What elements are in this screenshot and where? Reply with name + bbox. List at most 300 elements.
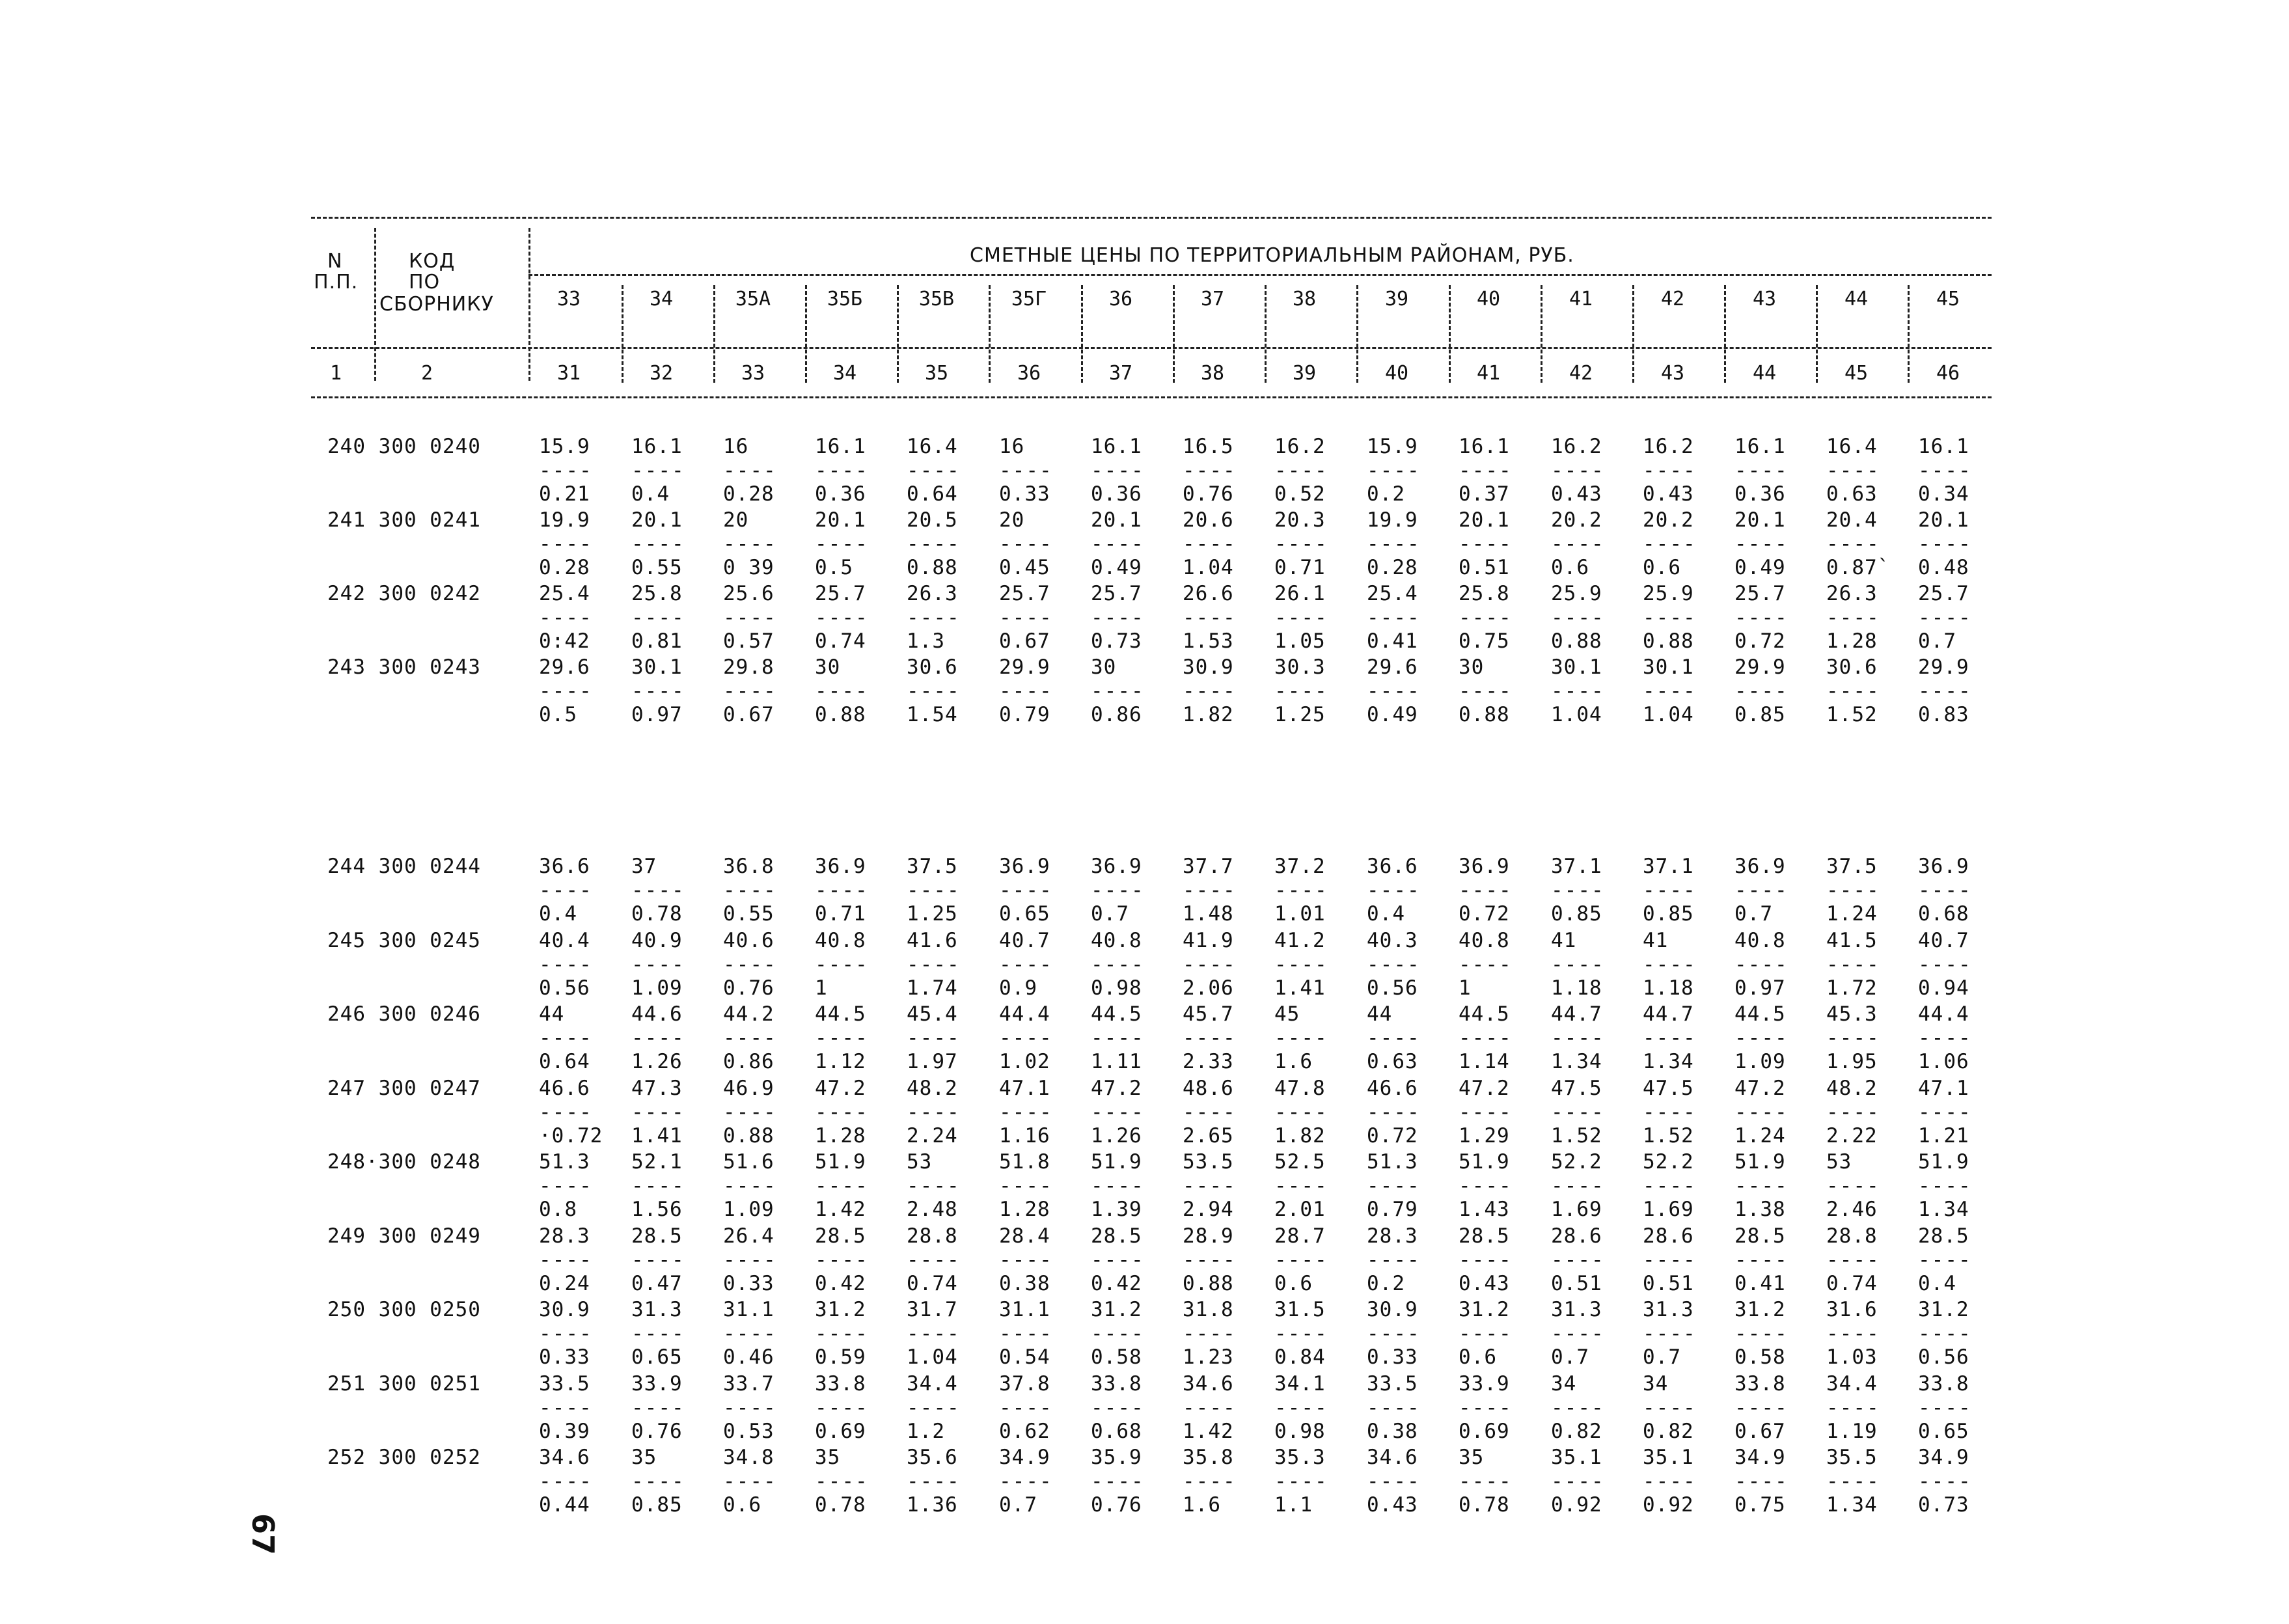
- district-divider: [1081, 285, 1083, 383]
- fraction-bar: ----: [1459, 1100, 1513, 1124]
- fraction-bar: ----: [1734, 1470, 1789, 1493]
- fraction-bar: ----: [1551, 952, 1605, 976]
- fraction-bar: ----: [1734, 606, 1789, 629]
- cost-value: 0.88: [907, 556, 958, 579]
- price-value: 33.9: [631, 1371, 683, 1396]
- price-value: 33.8: [815, 1371, 866, 1396]
- price-value: 25.6: [723, 582, 774, 605]
- fraction-bar: ----: [1459, 1322, 1513, 1345]
- cost-value: 2.33: [1183, 1050, 1234, 1073]
- cost-value: 2.06: [1183, 976, 1234, 1000]
- price-value: 37.5: [1826, 855, 1878, 878]
- district-divider: [805, 285, 807, 383]
- fraction-bar: ----: [1183, 1470, 1237, 1493]
- fraction-bar: ----: [1643, 879, 1697, 902]
- fraction-bar: ----: [907, 459, 961, 482]
- fraction-bar: ----: [539, 1470, 593, 1493]
- cost-value: 0.87`: [1826, 556, 1891, 579]
- price-value: 45.7: [1183, 1002, 1234, 1026]
- cost-value: 1.14: [1459, 1050, 1510, 1073]
- price-value: 34: [1551, 1371, 1577, 1396]
- price-value: 30: [815, 655, 841, 679]
- fraction-bar: ----: [1643, 1322, 1697, 1345]
- fraction-bar: ----: [1367, 1174, 1421, 1198]
- price-value: 20: [723, 508, 749, 532]
- cost-value: 1.04: [1183, 556, 1234, 579]
- district-divider: [897, 285, 899, 383]
- fraction-bar: ----: [1459, 879, 1513, 902]
- table-title: СМЕТНЫЕ ЦЕНЫ ПО ТЕРРИТОРИАЛЬНЫМ РАЙОНАМ, РУБ.: [970, 244, 1574, 267]
- fraction-bar: ----: [539, 532, 593, 556]
- price-value: 47.2: [1091, 1076, 1142, 1100]
- price-value: 37.7: [1183, 855, 1234, 878]
- cost-value: 0.55: [723, 902, 774, 926]
- cost-value: 0.85: [631, 1493, 683, 1517]
- price-value: 52.5: [1274, 1150, 1326, 1174]
- column-number: 46: [1936, 362, 1960, 385]
- cost-value: 0.62: [999, 1419, 1050, 1443]
- fraction-bar: ----: [631, 1470, 685, 1493]
- row-code-label: 250 300 0250: [327, 1298, 481, 1321]
- fraction-bar: ----: [539, 1174, 593, 1198]
- price-value: 46.6: [1367, 1076, 1418, 1100]
- price-value: 51.9: [1459, 1150, 1510, 1174]
- fraction-bar: ----: [1918, 1026, 1972, 1050]
- fraction-bar: ----: [999, 1174, 1053, 1198]
- price-value: 26.6: [1183, 582, 1234, 605]
- fraction-bar: ----: [1459, 1396, 1513, 1420]
- price-value: 41.9: [1183, 928, 1234, 952]
- fraction-bar: ----: [1551, 1100, 1605, 1124]
- cost-value: 0.58: [1091, 1345, 1142, 1369]
- price-value: 20.1: [1734, 508, 1786, 532]
- cost-value: 0.58: [1734, 1345, 1786, 1369]
- row-code-label: 245 300 0245: [327, 928, 481, 952]
- price-value: 51.9: [1091, 1150, 1142, 1174]
- fraction-bar: ----: [1826, 1248, 1880, 1272]
- header-top-rule: [311, 217, 1992, 219]
- cost-value: 0.49: [1734, 556, 1786, 579]
- price-value: 44.5: [1459, 1002, 1510, 1026]
- price-value: 36.6: [1367, 855, 1418, 878]
- cost-value: 0.88: [1459, 703, 1510, 726]
- cost-value: 1.06: [1918, 1050, 1969, 1073]
- cost-value: 1.01: [1274, 902, 1326, 926]
- price-value: 40.7: [999, 928, 1050, 952]
- cost-value: 1.82: [1274, 1123, 1326, 1148]
- fraction-bar: ----: [1459, 680, 1513, 703]
- cost-value: 0.92: [1551, 1493, 1602, 1517]
- fraction-bar: ----: [907, 606, 961, 629]
- cost-value: 0.76: [1091, 1493, 1142, 1517]
- cost-value: 1.38: [1734, 1198, 1786, 1221]
- district-divider: [1541, 285, 1542, 383]
- cost-value: 0.6: [1459, 1345, 1497, 1369]
- column-number: 42: [1569, 362, 1593, 385]
- price-value: 15.9: [1367, 435, 1418, 458]
- cost-value: 0.42: [815, 1271, 866, 1295]
- price-value: 53: [907, 1150, 933, 1174]
- fraction-bar: ----: [999, 1026, 1053, 1050]
- price-value: 28.5: [631, 1224, 683, 1248]
- price-value: 41.5: [1826, 928, 1878, 952]
- price-value: 30.9: [1183, 655, 1234, 679]
- fraction-bar: ----: [1367, 1026, 1421, 1050]
- fraction-bar: ----: [1183, 1026, 1237, 1050]
- fraction-bar: ----: [1091, 1470, 1145, 1493]
- fraction-bar: ----: [1183, 1174, 1237, 1198]
- fraction-bar: ----: [1643, 952, 1697, 976]
- price-value: 47.2: [1734, 1076, 1786, 1100]
- price-value: 31.8: [1183, 1298, 1234, 1321]
- district-header: 41: [1569, 288, 1593, 310]
- fraction-bar: ----: [1551, 1470, 1605, 1493]
- price-value: 19.9: [539, 508, 590, 532]
- price-value: 44.7: [1551, 1002, 1602, 1026]
- fraction-bar: ----: [1459, 1248, 1513, 1272]
- cost-value: 0.38: [1367, 1419, 1418, 1443]
- fraction-bar: ----: [723, 1322, 777, 1345]
- fraction-bar: ----: [1367, 459, 1421, 482]
- price-value: 30.3: [1274, 655, 1326, 679]
- cost-value: 1.82: [1183, 703, 1234, 726]
- cost-value: 0.47: [631, 1271, 683, 1295]
- fraction-bar: ----: [1183, 1396, 1237, 1420]
- cost-value: 0.63: [1367, 1050, 1418, 1073]
- price-value: 44.5: [815, 1002, 866, 1026]
- cost-value: 1.41: [1274, 976, 1326, 1000]
- cost-value: 0.83: [1918, 703, 1969, 726]
- cost-value: 0.67: [1734, 1419, 1786, 1443]
- cost-value: 0.43: [1643, 482, 1694, 506]
- fraction-bar: ----: [907, 680, 961, 703]
- price-value: 16.4: [1826, 435, 1878, 458]
- cost-value: 0.78: [1459, 1493, 1510, 1517]
- district-header: 35А: [735, 288, 771, 310]
- price-value: 20.1: [815, 508, 866, 532]
- fraction-bar: ----: [1918, 459, 1972, 482]
- district-divider: [1173, 285, 1175, 383]
- fraction-bar: ----: [723, 1248, 777, 1272]
- fraction-bar: ----: [1551, 879, 1605, 902]
- cost-value: 0.67: [723, 703, 774, 726]
- fraction-bar: ----: [1918, 606, 1972, 629]
- price-value: 20.1: [1918, 508, 1969, 532]
- fraction-bar: ----: [1551, 1026, 1605, 1050]
- cost-value: 0.28: [1367, 556, 1418, 579]
- cost-value: 0.78: [631, 902, 683, 926]
- fraction-bar: ----: [1091, 1322, 1145, 1345]
- cost-value: 1.18: [1551, 976, 1602, 1000]
- cost-value: 1.54: [907, 703, 958, 726]
- price-value: 20.3: [1274, 508, 1326, 532]
- row-code-label: 252 300 0252: [327, 1446, 481, 1469]
- price-value: 25.4: [539, 582, 590, 605]
- page-number: 67: [245, 1513, 281, 1556]
- price-value: 26.4: [723, 1224, 774, 1248]
- price-value: 28.3: [1367, 1224, 1418, 1248]
- fraction-bar: ----: [815, 879, 869, 902]
- fraction-bar: ----: [815, 1026, 869, 1050]
- district-header: 37: [1200, 288, 1225, 310]
- price-value: 35.3: [1274, 1446, 1326, 1469]
- fraction-bar: ----: [1734, 1248, 1789, 1272]
- price-value: 28.5: [1734, 1224, 1786, 1248]
- fraction-bar: ----: [1826, 1174, 1880, 1198]
- fraction-bar: ----: [1734, 879, 1789, 902]
- price-value: 51.6: [723, 1150, 774, 1174]
- price-value: 37.8: [999, 1371, 1050, 1396]
- cost-value: 0.4: [631, 482, 670, 506]
- fraction-bar: ----: [815, 1470, 869, 1493]
- cost-value: 0.41: [1734, 1271, 1786, 1295]
- price-value: 47.3: [631, 1076, 683, 1100]
- fraction-bar: ----: [1367, 532, 1421, 556]
- fraction-bar: ----: [1274, 1026, 1328, 1050]
- price-value: 48.2: [907, 1076, 958, 1100]
- price-value: 30: [1459, 655, 1485, 679]
- cost-value: 1.48: [1183, 902, 1234, 926]
- cost-value: 0.38: [999, 1271, 1050, 1295]
- cost-value: 1.03: [1826, 1345, 1878, 1369]
- price-value: 29.9: [1734, 655, 1786, 679]
- fraction-bar: ----: [1734, 1396, 1789, 1420]
- fraction-bar: ----: [1826, 1026, 1880, 1050]
- cost-value: 0.68: [1918, 902, 1969, 926]
- fraction-bar: ----: [1734, 1100, 1789, 1124]
- column-number: 38: [1200, 362, 1225, 385]
- price-value: 26.1: [1274, 582, 1326, 605]
- cost-value: 1.52: [1826, 703, 1878, 726]
- cost-value: 1.24: [1734, 1123, 1786, 1148]
- price-value: 36.9: [815, 855, 866, 878]
- fraction-bar: ----: [1459, 1026, 1513, 1050]
- price-value: 19.9: [1367, 508, 1418, 532]
- price-value: 20.1: [631, 508, 683, 532]
- cost-value: 0.5: [539, 703, 577, 726]
- cost-value: 0.56: [539, 976, 590, 1000]
- price-value: 28.5: [1459, 1224, 1510, 1248]
- fraction-bar: ----: [1274, 1470, 1328, 1493]
- cost-value: 1.1: [1274, 1493, 1313, 1517]
- cost-value: 1.95: [1826, 1050, 1878, 1073]
- price-value: 36.9: [1459, 855, 1510, 878]
- fraction-bar: ----: [1183, 1100, 1237, 1124]
- price-value: 34: [1643, 1371, 1669, 1396]
- price-value: 35.6: [907, 1446, 958, 1469]
- price-value: 31.2: [1091, 1298, 1142, 1321]
- price-value: 30.1: [1643, 655, 1694, 679]
- fraction-bar: ----: [631, 1174, 685, 1198]
- cost-value: 1.05: [1274, 629, 1326, 653]
- cost-value: 0.78: [815, 1493, 866, 1517]
- price-value: 34.4: [907, 1371, 958, 1396]
- cost-value: 0.28: [723, 482, 774, 506]
- price-value: 36.9: [999, 855, 1050, 878]
- price-value: 30.1: [631, 655, 683, 679]
- fraction-bar: ----: [631, 1396, 685, 1420]
- fraction-bar: ----: [1367, 1248, 1421, 1272]
- price-value: 47.5: [1551, 1076, 1602, 1100]
- cost-value: 0.21: [539, 482, 590, 506]
- cost-value: 0.56: [1918, 1345, 1969, 1369]
- price-value: 47.5: [1643, 1076, 1694, 1100]
- cost-value: 0.41: [1367, 629, 1418, 653]
- fraction-bar: ----: [1091, 532, 1145, 556]
- cost-value: 0.49: [1091, 556, 1142, 579]
- price-value: 48.6: [1183, 1076, 1234, 1100]
- cost-value: 1.09: [631, 976, 683, 1000]
- fraction-bar: ----: [1091, 1100, 1145, 1124]
- price-value: 31.2: [1918, 1298, 1969, 1321]
- cost-value: 1.74: [907, 976, 958, 1000]
- cost-value: 2.01: [1274, 1198, 1326, 1221]
- fraction-bar: ----: [1274, 952, 1328, 976]
- district-header: 40: [1476, 288, 1501, 310]
- price-value: 35: [815, 1446, 841, 1469]
- cost-value: 0.74: [907, 1271, 958, 1295]
- cost-value: 0.33: [1367, 1345, 1418, 1369]
- price-value: 16.1: [1091, 435, 1142, 458]
- cost-value: 1: [815, 976, 828, 1000]
- fraction-bar: ----: [1091, 606, 1145, 629]
- price-value: 47.2: [1459, 1076, 1510, 1100]
- price-value: 51.9: [1734, 1150, 1786, 1174]
- cost-value: 1.23: [1183, 1345, 1234, 1369]
- fraction-bar: ----: [1918, 1396, 1972, 1420]
- price-value: 44.6: [631, 1002, 683, 1026]
- cost-value: 0.88: [723, 1123, 774, 1148]
- fraction-bar: ----: [1826, 1100, 1880, 1124]
- fraction-bar: ----: [1918, 680, 1972, 703]
- district-divider: [1449, 285, 1451, 383]
- price-value: 34.6: [1367, 1446, 1418, 1469]
- cost-value: 0.72: [1367, 1123, 1418, 1148]
- fraction-bar: ----: [1183, 606, 1237, 629]
- price-value: 47.8: [1274, 1076, 1326, 1100]
- price-value: 33.8: [1734, 1371, 1786, 1396]
- col-code-label-2: ПО: [409, 271, 441, 294]
- fraction-bar: ----: [1826, 1470, 1880, 1493]
- price-value: 48.2: [1826, 1076, 1878, 1100]
- col-code-label-1: КОД: [409, 250, 456, 273]
- row-code-label: 246 300 0246: [327, 1002, 481, 1026]
- cost-value: 0.33: [999, 482, 1050, 506]
- fraction-bar: ----: [1734, 532, 1789, 556]
- cost-value: 0.82: [1551, 1419, 1602, 1443]
- cost-value: 2.94: [1183, 1198, 1234, 1221]
- cost-value: 0.55: [631, 556, 683, 579]
- price-value: 34.6: [1183, 1371, 1234, 1396]
- fraction-bar: ----: [1091, 952, 1145, 976]
- column-number: 45: [1844, 362, 1869, 385]
- cost-value: 0.71: [1274, 556, 1326, 579]
- price-value: 34.9: [1918, 1446, 1969, 1469]
- district-header: 38: [1292, 288, 1317, 310]
- cost-value: 1.19: [1826, 1419, 1878, 1443]
- header-sub-rule: [528, 274, 1992, 276]
- fraction-bar: ----: [1826, 1322, 1880, 1345]
- cost-value: 0.5: [815, 556, 853, 579]
- fraction-bar: ----: [1643, 1174, 1697, 1198]
- price-value: 37.1: [1551, 855, 1602, 878]
- fraction-bar: ----: [815, 532, 869, 556]
- district-header: 43: [1752, 288, 1777, 310]
- fraction-bar: ----: [1643, 459, 1697, 482]
- cost-value: 1: [1459, 976, 1472, 1000]
- column-number: 35: [924, 362, 949, 385]
- cost-value: 0.59: [815, 1345, 866, 1369]
- price-value: 46.6: [539, 1076, 590, 1100]
- cost-value: 0.76: [723, 976, 774, 1000]
- fraction-bar: ----: [815, 680, 869, 703]
- price-value: 31.1: [723, 1298, 774, 1321]
- cost-value: 0.43: [1367, 1493, 1418, 1517]
- fraction-bar: ----: [907, 1470, 961, 1493]
- fraction-bar: ----: [907, 879, 961, 902]
- fraction-bar: ----: [1826, 606, 1880, 629]
- price-value: 40.8: [1459, 928, 1510, 952]
- fraction-bar: ----: [1734, 1026, 1789, 1050]
- fraction-bar: ----: [1367, 1396, 1421, 1420]
- price-value: 25.7: [1918, 582, 1969, 605]
- district-header: 35Г: [1011, 288, 1047, 310]
- fraction-bar: ----: [1367, 606, 1421, 629]
- price-value: 30.9: [1367, 1298, 1418, 1321]
- fraction-bar: ----: [1551, 606, 1605, 629]
- price-value: 34.9: [999, 1446, 1050, 1469]
- price-value: 36.8: [723, 855, 774, 878]
- price-value: 45.3: [1826, 1002, 1878, 1026]
- fraction-bar: ----: [815, 1322, 869, 1345]
- fraction-bar: ----: [631, 952, 685, 976]
- cost-value: 2.48: [907, 1198, 958, 1221]
- cost-value: 1.26: [631, 1050, 683, 1073]
- price-value: 20.6: [1183, 508, 1234, 532]
- cost-value: 1.25: [907, 902, 958, 926]
- cost-value: 1.52: [1551, 1123, 1602, 1148]
- fraction-bar: ----: [1459, 1174, 1513, 1198]
- cost-value: 0.85: [1551, 902, 1602, 926]
- price-value: 20.2: [1551, 508, 1602, 532]
- cost-value: 1.12: [815, 1050, 866, 1073]
- cost-value: 0.97: [1734, 976, 1786, 1000]
- price-value: 33.5: [539, 1371, 590, 1396]
- price-value: 16.5: [1183, 435, 1234, 458]
- price-value: 47.2: [815, 1076, 866, 1100]
- cost-value: 0.8: [539, 1198, 577, 1221]
- cost-value: 1.28: [999, 1198, 1050, 1221]
- price-value: 20: [999, 508, 1025, 532]
- cost-value: 1.43: [1459, 1198, 1510, 1221]
- price-value: 20.5: [907, 508, 958, 532]
- price-value: 31.2: [815, 1298, 866, 1321]
- price-value: 29.9: [999, 655, 1050, 679]
- price-value: 40.6: [723, 928, 774, 952]
- cost-value: 1.41: [631, 1123, 683, 1148]
- cost-value: 0.64: [907, 482, 958, 506]
- price-value: 34.9: [1734, 1446, 1786, 1469]
- price-value: 36.9: [1918, 855, 1969, 878]
- district-header: 45: [1936, 288, 1960, 310]
- fraction-bar: ----: [1459, 1470, 1513, 1493]
- cost-value: 1.02: [999, 1050, 1050, 1073]
- fraction-bar: ----: [907, 1174, 961, 1198]
- fraction-bar: ----: [1643, 1026, 1697, 1050]
- district-header: 44: [1844, 288, 1869, 310]
- cost-value: 0.57: [723, 629, 774, 653]
- price-value: 52.2: [1551, 1150, 1602, 1174]
